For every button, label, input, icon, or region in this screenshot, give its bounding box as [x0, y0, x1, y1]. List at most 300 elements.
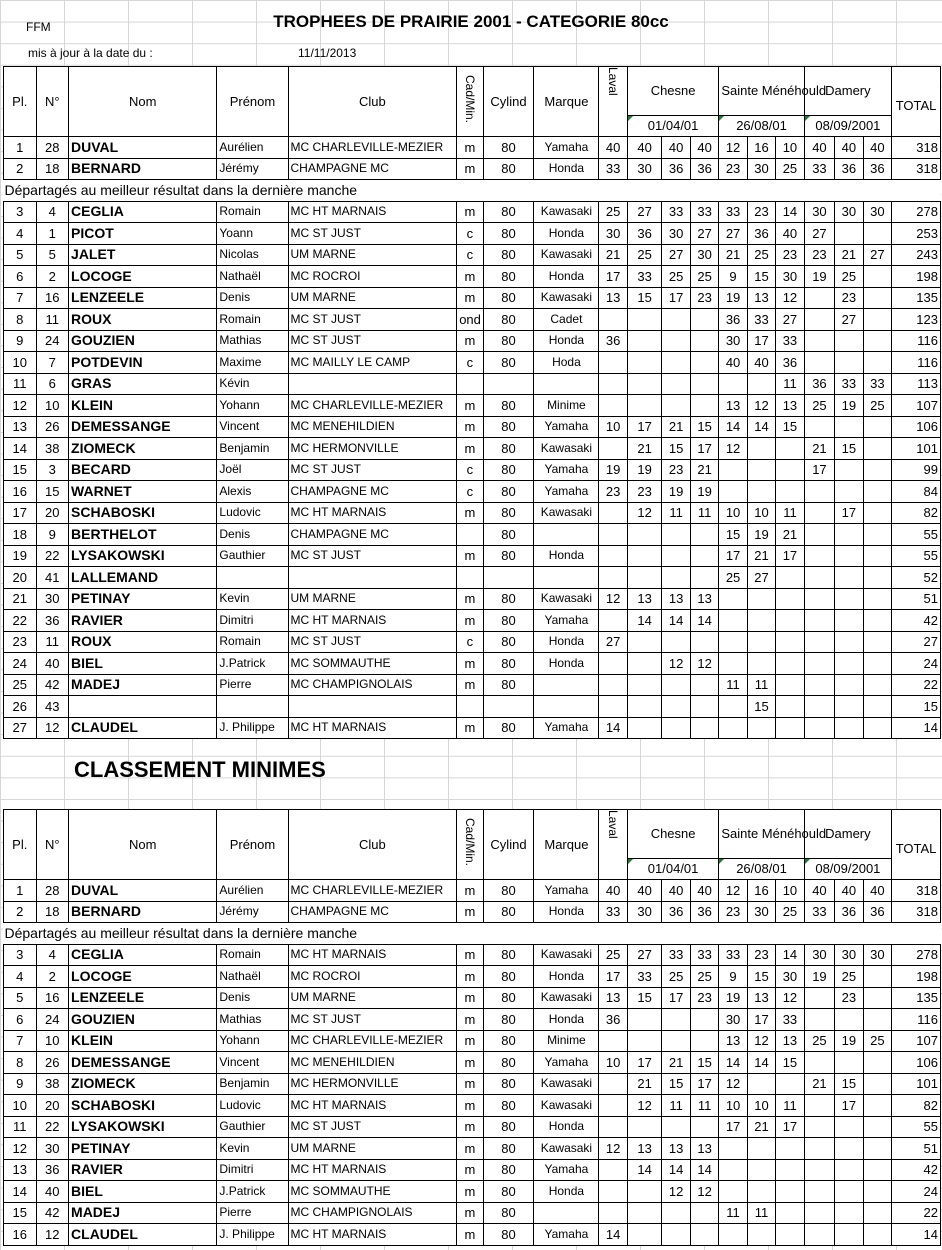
cell-brand: Cadet — [534, 309, 599, 331]
cell-chesne-race-1: 21 — [627, 1073, 662, 1095]
cell-chesne-race-1 — [627, 1116, 662, 1138]
cell-chesne-race-1 — [627, 696, 662, 718]
table-row — [4, 901, 941, 923]
cell-sainte-menehould-race-3: 13 — [776, 395, 804, 417]
cell-sainte-menehould-race-2: 12 — [747, 1030, 775, 1052]
cell-brand: Yamaha — [534, 1052, 599, 1074]
cell-damery-race-1: 30 — [804, 201, 834, 223]
cell-total: 42 — [892, 1159, 941, 1181]
cell-damery-race-2 — [835, 1116, 863, 1138]
cell-damery-race-3 — [863, 588, 891, 610]
cell-category: m — [457, 717, 483, 739]
cell-club: MC MAILLY LE CAMP — [288, 352, 457, 374]
cell-sainte-menehould-race-2: 23 — [747, 944, 775, 966]
cell-sainte-menehould-race-2: 11 — [747, 674, 775, 696]
cell-place: 26 — [4, 696, 37, 718]
cell-club: MC CHAMPIGNOLAIS — [288, 1202, 457, 1224]
cell-number: 30 — [36, 1138, 69, 1160]
cell-laval: 40 — [599, 880, 627, 902]
cell-name: KLEIN — [69, 395, 217, 417]
cell-firstname: J. Philippe — [217, 1224, 288, 1246]
col-header-brand: Marque — [534, 810, 599, 880]
cell-damery-race-2 — [835, 352, 863, 374]
col-header-firstname: Prénom — [217, 67, 288, 137]
cell-chesne-race-2: 15 — [662, 438, 690, 460]
cell-chesne-race-1 — [627, 631, 662, 653]
cell-laval — [599, 1181, 627, 1203]
cell-sainte-menehould-race-1: 30 — [719, 330, 747, 352]
cell-club: MC ST JUST — [288, 459, 457, 481]
cell-chesne-race-1: 27 — [627, 201, 662, 223]
cell-damery-race-2: 23 — [835, 987, 863, 1009]
col-header-date-sainte-menehould: 26/08/01 — [719, 116, 804, 137]
cell-club: UM MARNE — [288, 287, 457, 309]
cell-number: 16 — [36, 287, 69, 309]
table-row — [4, 524, 941, 546]
cell-comment-marker — [628, 116, 633, 121]
cell-chesne-race-3: 13 — [690, 588, 718, 610]
cell-chesne-race-1 — [627, 717, 662, 739]
cell-chesne-race-1 — [627, 653, 662, 675]
cell-damery-race-2: 25 — [835, 266, 863, 288]
table-row — [4, 137, 941, 159]
cell-sainte-menehould-race-3 — [776, 438, 804, 460]
cell-sainte-menehould-race-1 — [719, 1159, 747, 1181]
cell-chesne-race-2: 21 — [662, 416, 690, 438]
cell-sainte-menehould-race-3: 14 — [776, 201, 804, 223]
cell-damery-race-1: 17 — [804, 459, 834, 481]
cell-sainte-menehould-race-3: 33 — [776, 330, 804, 352]
cell-total: 99 — [892, 459, 941, 481]
cell-laval — [599, 610, 627, 632]
cell-laval — [599, 567, 627, 589]
cell-damery-race-3: 40 — [863, 137, 891, 159]
cell-chesne-race-3: 40 — [690, 880, 718, 902]
cell-chesne-race-2 — [662, 373, 690, 395]
cell-firstname: Kevin — [217, 588, 288, 610]
cell-brand: Honda — [534, 1009, 599, 1031]
cell-total: 113 — [892, 373, 941, 395]
cell-place: 18 — [4, 524, 37, 546]
table-row — [4, 987, 941, 1009]
cell-damery-race-2 — [835, 459, 863, 481]
cell-brand — [534, 674, 599, 696]
cell-chesne-race-3: 33 — [690, 201, 718, 223]
table-row — [4, 438, 941, 460]
cell-damery-race-1 — [804, 524, 834, 546]
table-row — [4, 944, 941, 966]
table-row — [4, 287, 941, 309]
col-header-venue-damery: Damery — [804, 810, 891, 859]
cell-place: 3 — [4, 944, 37, 966]
cell-laval — [599, 524, 627, 546]
cell-total: 318 — [892, 901, 941, 923]
cell-category: c — [457, 631, 483, 653]
cell-place: 2 — [4, 901, 37, 923]
col-header-venue-sainte-menehould: Sainte Ménéhould — [719, 67, 804, 116]
cell-name: DUVAL — [69, 880, 217, 902]
cell-total: 42 — [892, 610, 941, 632]
cell-chesne-race-2: 11 — [662, 502, 690, 524]
cell-damery-race-1 — [804, 352, 834, 374]
cell-chesne-race-3: 27 — [690, 223, 718, 245]
cell-chesne-race-1: 12 — [627, 1095, 662, 1117]
cell-sainte-menehould-race-2: 16 — [747, 137, 775, 159]
col-header-laval-label: Laval — [606, 67, 621, 96]
cell-firstname: Yohann — [217, 395, 288, 417]
cell-category: m — [457, 395, 483, 417]
cell-name: JALET — [69, 244, 217, 266]
cell-damery-race-3 — [863, 223, 891, 245]
tiebreak-note-row — [4, 180, 941, 202]
cell-chesne-race-1: 27 — [627, 944, 662, 966]
cell-chesne-race-3: 15 — [690, 416, 718, 438]
cell-place: 12 — [4, 1138, 37, 1160]
cell-damery-race-2: 40 — [835, 137, 863, 159]
cell-damery-race-2 — [835, 1224, 863, 1246]
cell-chesne-race-2 — [662, 395, 690, 417]
cell-chesne-race-3 — [690, 545, 718, 567]
cell-sainte-menehould-race-1: 40 — [719, 352, 747, 374]
cell-category: m — [457, 901, 483, 923]
cell-brand: Honda — [534, 223, 599, 245]
cell-chesne-race-2: 17 — [662, 987, 690, 1009]
cell-sainte-menehould-race-3: 17 — [776, 1116, 804, 1138]
cell-place: 10 — [4, 352, 37, 374]
cell-sainte-menehould-race-2: 14 — [747, 1052, 775, 1074]
cell-chesne-race-3: 12 — [690, 1181, 718, 1203]
cell-comment-marker — [628, 859, 633, 864]
cell-club: UM MARNE — [288, 987, 457, 1009]
cell-club — [288, 373, 457, 395]
cell-brand: Kawasaki — [534, 502, 599, 524]
cell-sainte-menehould-race-2: 15 — [747, 266, 775, 288]
cell-place: 24 — [4, 653, 37, 675]
cell-chesne-race-2: 12 — [662, 653, 690, 675]
cell-total: 116 — [892, 352, 941, 374]
cell-number: 40 — [36, 653, 69, 675]
cell-chesne-race-2 — [662, 631, 690, 653]
table-row — [4, 266, 941, 288]
cell-name: LOCOGE — [69, 966, 217, 988]
cell-place: 1 — [4, 880, 37, 902]
cell-brand: Honda — [534, 1116, 599, 1138]
cell-name: BIEL — [69, 653, 217, 675]
col-header-club: Club — [288, 810, 457, 880]
cell-place: 11 — [4, 1116, 37, 1138]
cell-total: 55 — [892, 1116, 941, 1138]
cell-number: 36 — [36, 1159, 69, 1181]
table-row — [4, 674, 941, 696]
cell-number: 15 — [36, 481, 69, 503]
cell-damery-race-3 — [863, 1073, 891, 1095]
cell-number: 41 — [36, 567, 69, 589]
cell-laval: 14 — [599, 717, 627, 739]
cell-brand: Kawasaki — [534, 438, 599, 460]
cell-laval: 36 — [599, 330, 627, 352]
cell-name: SCHABOSKI — [69, 502, 217, 524]
cell-brand: Yamaha — [534, 717, 599, 739]
cell-place: 4 — [4, 223, 37, 245]
cell-damery-race-1: 19 — [804, 966, 834, 988]
cell-chesne-race-3: 36 — [690, 901, 718, 923]
cell-category: c — [457, 244, 483, 266]
cell-brand: Kawasaki — [534, 1138, 599, 1160]
cell-place: 8 — [4, 1052, 37, 1074]
cell-firstname: Nicolas — [217, 244, 288, 266]
cell-sainte-menehould-race-1: 36 — [719, 309, 747, 331]
table-row — [4, 717, 941, 739]
cell-club: MC HT MARNAIS — [288, 717, 457, 739]
cell-firstname: Denis — [217, 524, 288, 546]
cell-chesne-race-2 — [662, 330, 690, 352]
cell-club: MC SOMMAUTHE — [288, 1181, 457, 1203]
cell-place: 16 — [4, 1224, 37, 1246]
cell-club: MC ROCROI — [288, 266, 457, 288]
cell-laval: 36 — [599, 1009, 627, 1031]
cell-number: 28 — [36, 137, 69, 159]
cell-category: m — [457, 1009, 483, 1031]
cell-number: 43 — [36, 696, 69, 718]
cell-sainte-menehould-race-2: 21 — [747, 1116, 775, 1138]
cell-damery-race-3 — [863, 287, 891, 309]
cell-name: LOCOGE — [69, 266, 217, 288]
cell-club: MC CHARLEVILLE-MEZIER — [288, 395, 457, 417]
cell-laval: 13 — [599, 287, 627, 309]
cell-brand: Kawasaki — [534, 987, 599, 1009]
cell-laval — [599, 1116, 627, 1138]
cell-damery-race-3 — [863, 266, 891, 288]
cell-sainte-menehould-race-1: 23 — [719, 158, 747, 180]
cell-sainte-menehould-race-3: 15 — [776, 416, 804, 438]
cell-sainte-menehould-race-3: 11 — [776, 373, 804, 395]
cell-chesne-race-3 — [690, 309, 718, 331]
cell-number: 30 — [36, 588, 69, 610]
cell-club: MC HT MARNAIS — [288, 201, 457, 223]
col-header-club: Club — [288, 67, 457, 137]
cell-sainte-menehould-race-2 — [747, 653, 775, 675]
col-header-venue-damery: Damery — [804, 67, 891, 116]
cell-firstname: J.Patrick — [217, 1181, 288, 1203]
cell-chesne-race-1: 23 — [627, 481, 662, 503]
cell-firstname: Gauthier — [217, 545, 288, 567]
cell-cylinder: 80 — [483, 674, 534, 696]
cell-number: 40 — [36, 1181, 69, 1203]
cell-number: 20 — [36, 502, 69, 524]
cell-damery-race-3 — [863, 1202, 891, 1224]
cell-chesne-race-2: 36 — [662, 158, 690, 180]
cell-comment-marker — [805, 859, 810, 864]
cell-number: 26 — [36, 1052, 69, 1074]
cell-sainte-menehould-race-3 — [776, 1159, 804, 1181]
table-row — [4, 373, 941, 395]
cell-cylinder: 80 — [483, 395, 534, 417]
cell-total: 82 — [892, 1095, 941, 1117]
cell-firstname: J.Patrick — [217, 653, 288, 675]
cell-firstname: Ludovic — [217, 502, 288, 524]
cell-comment-marker — [805, 116, 810, 121]
cell-damery-race-1 — [804, 330, 834, 352]
cell-number: 16 — [36, 987, 69, 1009]
cell-firstname — [217, 696, 288, 718]
cell-cylinder — [483, 696, 534, 718]
cell-cylinder: 80 — [483, 653, 534, 675]
cell-chesne-race-1: 40 — [627, 137, 662, 159]
cell-damery-race-2 — [835, 674, 863, 696]
table-row — [4, 653, 941, 675]
cell-brand — [534, 524, 599, 546]
cell-sainte-menehould-race-1: 17 — [719, 545, 747, 567]
cell-place: 2 — [4, 158, 37, 180]
cell-sainte-menehould-race-3 — [776, 481, 804, 503]
cell-number: 18 — [36, 901, 69, 923]
cell-total: 243 — [892, 244, 941, 266]
cell-damery-race-3 — [863, 1116, 891, 1138]
cell-firstname: Joël — [217, 459, 288, 481]
cell-brand: Kawasaki — [534, 244, 599, 266]
cell-sainte-menehould-race-1: 12 — [719, 880, 747, 902]
cell-name: ZIOMECK — [69, 1073, 217, 1095]
cell-damery-race-2: 33 — [835, 373, 863, 395]
cell-firstname: Romain — [217, 631, 288, 653]
cell-chesne-race-2 — [662, 309, 690, 331]
cell-chesne-race-2 — [662, 352, 690, 374]
cell-name: BECARD — [69, 459, 217, 481]
header-row — [4, 810, 941, 859]
cell-sainte-menehould-race-1: 21 — [719, 244, 747, 266]
cell-damery-race-2 — [835, 567, 863, 589]
cell-firstname: Jérémy — [217, 158, 288, 180]
cell-place: 9 — [4, 1073, 37, 1095]
cell-sainte-menehould-race-1 — [719, 588, 747, 610]
cell-cylinder: 80 — [483, 1052, 534, 1074]
cell-brand — [534, 567, 599, 589]
cell-total: 253 — [892, 223, 941, 245]
cell-chesne-race-2: 23 — [662, 459, 690, 481]
cell-name: CLAUDEL — [69, 717, 217, 739]
cell-damery-race-3 — [863, 696, 891, 718]
cell-damery-race-3: 25 — [863, 1030, 891, 1052]
table-row — [4, 1030, 941, 1052]
cell-laval: 23 — [599, 481, 627, 503]
table-row — [4, 696, 941, 718]
cell-firstname: Yohann — [217, 1030, 288, 1052]
cell-sainte-menehould-race-1 — [719, 610, 747, 632]
cell-category — [457, 696, 483, 718]
cell-laval: 25 — [599, 201, 627, 223]
cell-damery-race-3 — [863, 1159, 891, 1181]
cell-damery-race-1 — [804, 588, 834, 610]
cell-damery-race-1: 40 — [804, 880, 834, 902]
cell-number: 6 — [36, 373, 69, 395]
cell-damery-race-2: 30 — [835, 201, 863, 223]
cell-chesne-race-2: 14 — [662, 1159, 690, 1181]
cell-damery-race-1: 19 — [804, 266, 834, 288]
cell-place: 9 — [4, 330, 37, 352]
cell-damery-race-3: 30 — [863, 201, 891, 223]
cell-chesne-race-1 — [627, 1181, 662, 1203]
cell-damery-race-1: 27 — [804, 223, 834, 245]
cell-firstname: Maxime — [217, 352, 288, 374]
cell-place: 15 — [4, 459, 37, 481]
cell-sainte-menehould-race-2: 10 — [747, 502, 775, 524]
cell-sainte-menehould-race-2: 30 — [747, 901, 775, 923]
cell-chesne-race-2: 33 — [662, 944, 690, 966]
results-table-minimes — [3, 809, 941, 1246]
cell-category: m — [457, 966, 483, 988]
cell-name: LYSAKOWSKI — [69, 1116, 217, 1138]
cell-total: 123 — [892, 309, 941, 331]
cell-sainte-menehould-race-3: 14 — [776, 944, 804, 966]
table-row — [4, 588, 941, 610]
cell-sainte-menehould-race-2 — [747, 1224, 775, 1246]
cell-laval — [599, 1030, 627, 1052]
cell-damery-race-2 — [835, 653, 863, 675]
cell-damery-race-1: 25 — [804, 1030, 834, 1052]
cell-club: MC CHARLEVILLE-MEZIER — [288, 880, 457, 902]
cell-damery-race-2 — [835, 524, 863, 546]
cell-number: 9 — [36, 524, 69, 546]
cell-club: CHAMPAGNE MC — [288, 481, 457, 503]
cell-damery-race-1 — [804, 1181, 834, 1203]
cell-number: 38 — [36, 1073, 69, 1095]
cell-number: 12 — [36, 1224, 69, 1246]
cell-firstname — [217, 567, 288, 589]
cell-name: BERTHELOT — [69, 524, 217, 546]
cell-brand: Kawasaki — [534, 1095, 599, 1117]
cell-brand: Yamaha — [534, 416, 599, 438]
cell-chesne-race-3: 14 — [690, 610, 718, 632]
cell-damery-race-3 — [863, 309, 891, 331]
cell-total: 116 — [892, 330, 941, 352]
cell-damery-race-1: 33 — [804, 158, 834, 180]
cell-sainte-menehould-race-1: 23 — [719, 901, 747, 923]
cell-name: PICOT — [69, 223, 217, 245]
updated-date: 11/11/2013 — [298, 46, 357, 60]
cell-laval: 17 — [599, 966, 627, 988]
cell-damery-race-3: 40 — [863, 880, 891, 902]
cell-brand: Honda — [534, 631, 599, 653]
cell-sainte-menehould-race-3 — [776, 631, 804, 653]
cell-sainte-menehould-race-1: 19 — [719, 987, 747, 1009]
cell-damery-race-1: 21 — [804, 1073, 834, 1095]
cell-damery-race-2: 36 — [835, 901, 863, 923]
cell-damery-race-1: 23 — [804, 244, 834, 266]
cell-cylinder: 80 — [483, 287, 534, 309]
cell-brand: Yamaha — [534, 481, 599, 503]
cell-chesne-race-1: 15 — [627, 987, 662, 1009]
cell-chesne-race-3 — [690, 352, 718, 374]
tiebreak-note: Départagés au meilleur résultat dans la dernière manche — [4, 180, 941, 202]
cell-name: RAVIER — [69, 1159, 217, 1181]
table-row — [4, 1009, 941, 1031]
cell-name: BIEL — [69, 1181, 217, 1203]
cell-chesne-race-2: 14 — [662, 610, 690, 632]
cell-sainte-menehould-race-3: 10 — [776, 137, 804, 159]
cell-place: 16 — [4, 481, 37, 503]
cell-place: 13 — [4, 416, 37, 438]
cell-damery-race-2 — [835, 1202, 863, 1224]
cell-damery-race-2: 40 — [835, 880, 863, 902]
cell-sainte-menehould-race-3: 15 — [776, 1052, 804, 1074]
cell-chesne-race-2: 25 — [662, 966, 690, 988]
cell-damery-race-2 — [835, 545, 863, 567]
cell-cylinder: 80 — [483, 309, 534, 331]
cell-laval: 13 — [599, 987, 627, 1009]
cell-brand: Honda — [534, 158, 599, 180]
cell-club: MC ST JUST — [288, 1009, 457, 1031]
table-row — [4, 158, 941, 180]
